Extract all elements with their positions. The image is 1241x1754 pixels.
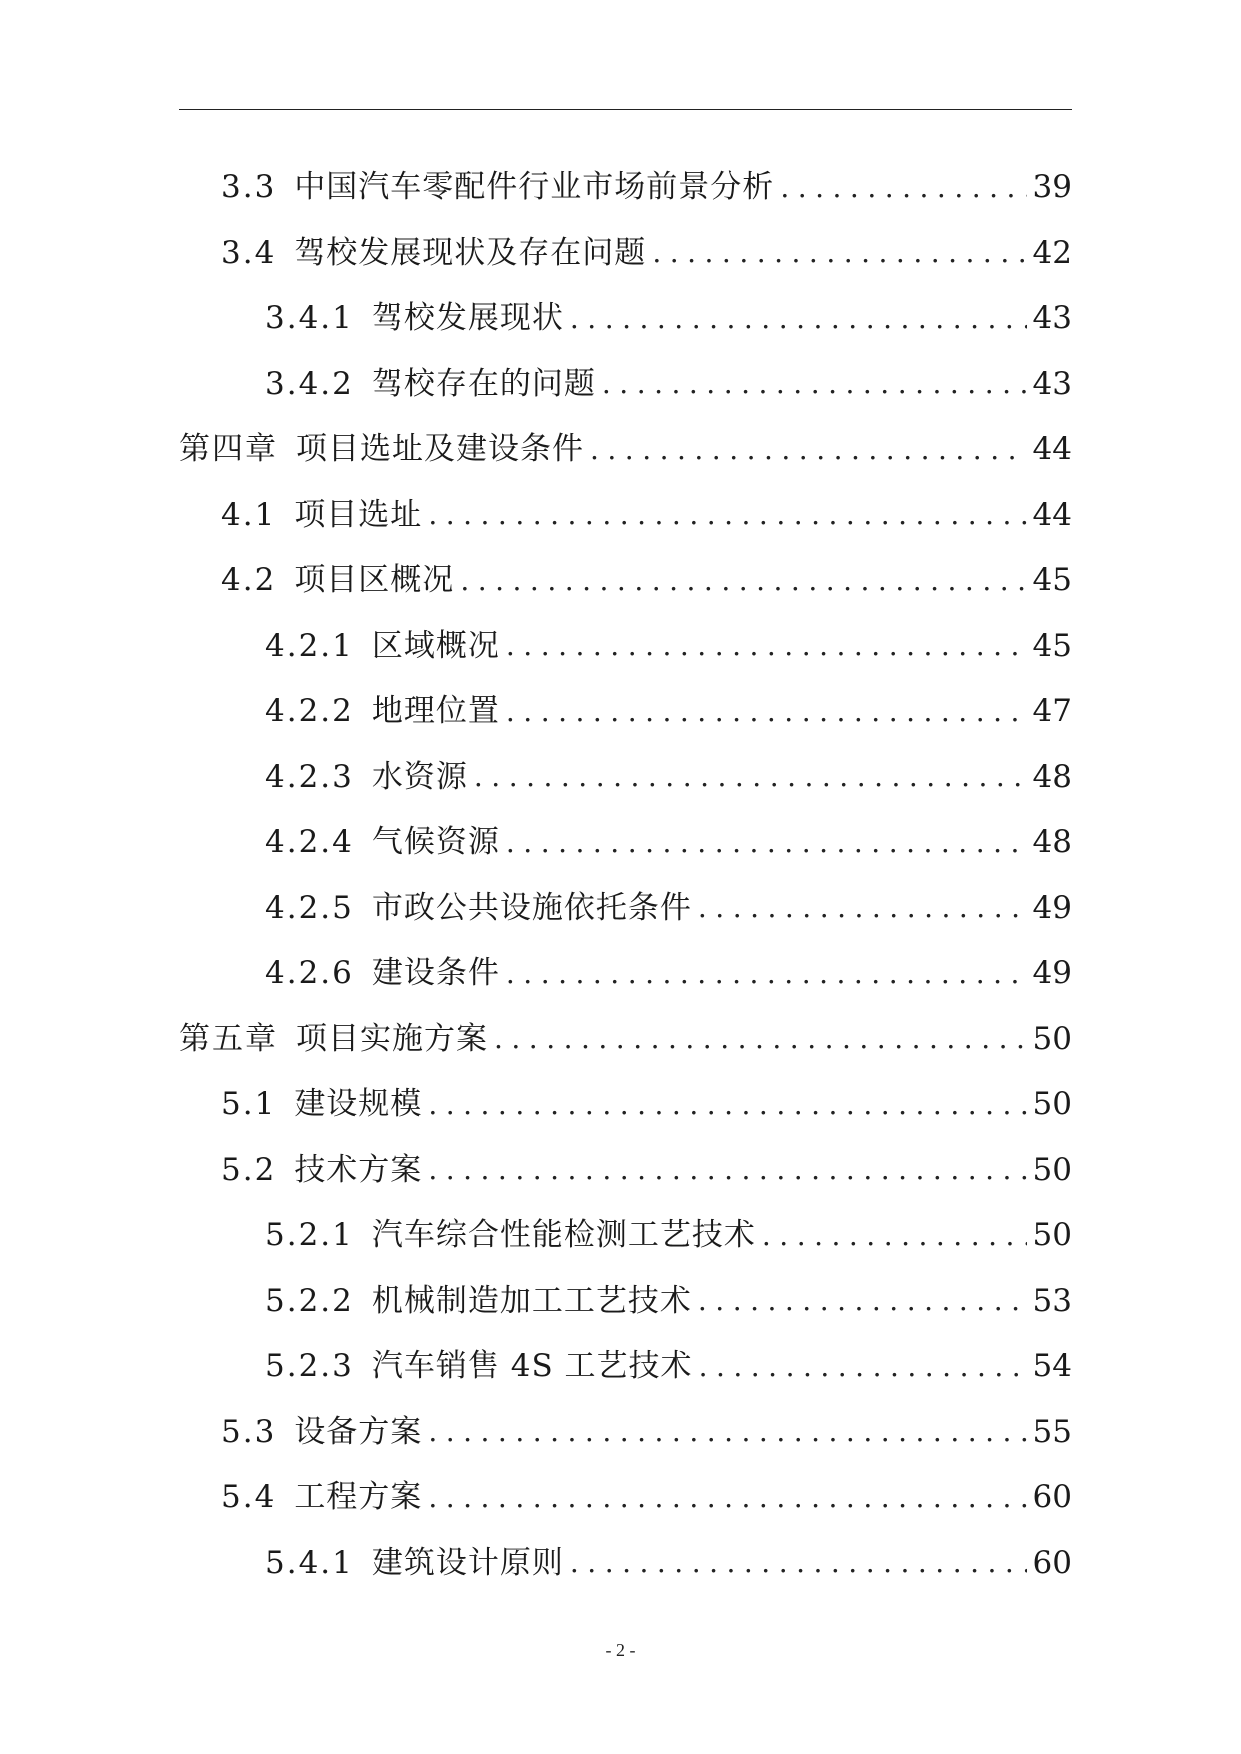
toc-number: 5.3	[221, 1413, 277, 1450]
toc-page-number: 54	[1032, 1348, 1072, 1385]
dot-leader	[570, 305, 1027, 333]
toc-title: 驾校发展现状	[371, 300, 564, 337]
dot-leader	[460, 567, 1026, 595]
toc-number: 5.2.1	[265, 1217, 354, 1254]
toc-number: 5.1	[221, 1086, 277, 1123]
toc-page-number: 43	[1032, 365, 1072, 402]
toc-title: 气候资源	[371, 824, 500, 861]
toc-title: 工程方案	[294, 1479, 423, 1516]
toc-entry[interactable]	[179, 1400, 1072, 1466]
toc-page-number: 45	[1032, 627, 1072, 664]
toc-number: 4.2.1	[265, 627, 354, 664]
toc-title: 水资源	[371, 758, 468, 795]
toc-number: 4.1	[221, 496, 277, 533]
toc-entry[interactable]	[179, 1269, 1072, 1335]
toc-entry[interactable]	[179, 810, 1072, 876]
toc-page-number: 39	[1032, 169, 1072, 206]
toc-number: 3.3	[221, 169, 277, 206]
toc-entry[interactable]	[179, 286, 1072, 352]
toc-title: 项目实施方案	[296, 1020, 488, 1057]
toc-page-number: 53	[1032, 1282, 1072, 1319]
toc-page-number: 60	[1032, 1479, 1072, 1516]
toc-title: 建设规模	[294, 1086, 423, 1123]
toc-page-number: 50	[1032, 1151, 1072, 1188]
toc-title: 建筑设计原则	[371, 1544, 564, 1581]
dot-leader	[780, 174, 1026, 202]
toc-number: 4.2.5	[265, 889, 354, 926]
toc-entry[interactable]	[179, 352, 1072, 418]
toc-entry[interactable]	[179, 679, 1072, 745]
dot-leader	[474, 763, 1027, 791]
toc-number: 3.4.1	[265, 300, 354, 337]
toc-page-number: 49	[1032, 889, 1072, 926]
toc-page-number: 45	[1032, 562, 1072, 599]
toc-number: 4.2.6	[265, 955, 354, 992]
toc-title: 地理位置	[371, 693, 500, 730]
toc-number: 4.2.2	[265, 693, 354, 730]
toc-number: 第五章	[179, 1020, 278, 1057]
toc-title: 市政公共设施依托条件	[371, 889, 692, 926]
dot-leader	[570, 1549, 1027, 1577]
toc-page-number: 42	[1032, 234, 1072, 271]
toc-title: 中国汽车零配件行业市场前景分析	[294, 169, 775, 206]
toc-title: 汽车综合性能检测工艺技术	[371, 1217, 756, 1254]
dot-leader	[506, 960, 1027, 988]
toc-entry[interactable]	[179, 745, 1072, 811]
dot-leader	[494, 1025, 1027, 1053]
dot-leader	[762, 1222, 1027, 1250]
dot-leader	[428, 501, 1026, 529]
toc-entry[interactable]	[179, 1138, 1072, 1204]
toc-number: 5.4	[221, 1479, 277, 1516]
toc-page-number: 50	[1032, 1086, 1072, 1123]
toc-entry[interactable]	[179, 1072, 1072, 1138]
toc-entry[interactable]	[179, 155, 1072, 221]
toc-entry[interactable]	[179, 221, 1072, 287]
dot-leader	[652, 239, 1026, 267]
toc-title: 驾校存在的问题	[371, 365, 596, 402]
toc-entry[interactable]	[179, 1007, 1072, 1073]
toc-title: 区域概况	[371, 627, 500, 664]
dot-leader	[428, 1418, 1026, 1446]
toc-number: 4.2.4	[265, 824, 354, 861]
dot-leader	[428, 1484, 1026, 1512]
toc-entry[interactable]	[179, 1465, 1072, 1531]
toc-title: 机械制造加工工艺技术	[371, 1282, 692, 1319]
page-number: - 2 -	[605, 1640, 636, 1660]
toc-page-number: 50	[1032, 1217, 1072, 1254]
toc-number: 3.4.2	[265, 365, 354, 402]
toc-title: 汽车销售 4S 工艺技术	[371, 1348, 693, 1385]
toc-entry[interactable]	[179, 614, 1072, 680]
toc-number: 4.2.3	[265, 758, 354, 795]
toc-entry[interactable]	[179, 483, 1072, 549]
toc-number: 5.4.1	[265, 1544, 354, 1581]
toc-page-number: 60	[1032, 1544, 1072, 1581]
toc-entry[interactable]	[179, 1334, 1072, 1400]
toc-entry[interactable]	[179, 1531, 1072, 1597]
dot-leader	[506, 829, 1027, 857]
header-rule	[179, 109, 1072, 110]
toc-page-number: 49	[1032, 955, 1072, 992]
toc-page-number: 43	[1032, 300, 1072, 337]
toc-title: 项目选址	[294, 496, 423, 533]
dot-leader	[698, 1287, 1027, 1315]
dot-leader	[698, 894, 1027, 922]
dot-leader	[428, 1156, 1026, 1184]
dot-leader	[428, 1091, 1026, 1119]
toc-title: 项目区概况	[294, 562, 455, 599]
toc-number: 5.2.3	[265, 1348, 354, 1385]
dot-leader	[590, 436, 1027, 464]
table-of-contents	[179, 155, 1072, 1596]
dot-leader	[602, 370, 1027, 398]
toc-entry[interactable]	[179, 1203, 1072, 1269]
toc-title: 驾校发展现状及存在问题	[294, 234, 647, 271]
toc-page-number: 55	[1032, 1413, 1072, 1450]
toc-page-number: 47	[1032, 693, 1072, 730]
toc-page-number: 48	[1032, 824, 1072, 861]
toc-page-number: 48	[1032, 758, 1072, 795]
toc-entry[interactable]	[179, 876, 1072, 942]
toc-page-number: 44	[1032, 431, 1072, 468]
toc-number: 5.2.2	[265, 1282, 354, 1319]
toc-title: 项目选址及建设条件	[296, 431, 584, 468]
toc-page-number: 50	[1032, 1020, 1072, 1057]
dot-leader	[699, 1353, 1027, 1381]
toc-number: 5.2	[221, 1151, 277, 1188]
dot-leader	[506, 698, 1027, 726]
toc-entry[interactable]	[179, 417, 1072, 483]
toc-number: 3.4	[221, 234, 277, 271]
dot-leader	[506, 632, 1027, 660]
toc-title: 设备方案	[294, 1413, 423, 1450]
toc-entry[interactable]	[179, 548, 1072, 614]
toc-title: 建设条件	[371, 955, 500, 992]
toc-page-number: 44	[1032, 496, 1072, 533]
toc-title: 技术方案	[294, 1151, 423, 1188]
toc-number: 4.2	[221, 562, 277, 599]
toc-number: 第四章	[179, 431, 278, 468]
toc-entry[interactable]	[179, 941, 1072, 1007]
